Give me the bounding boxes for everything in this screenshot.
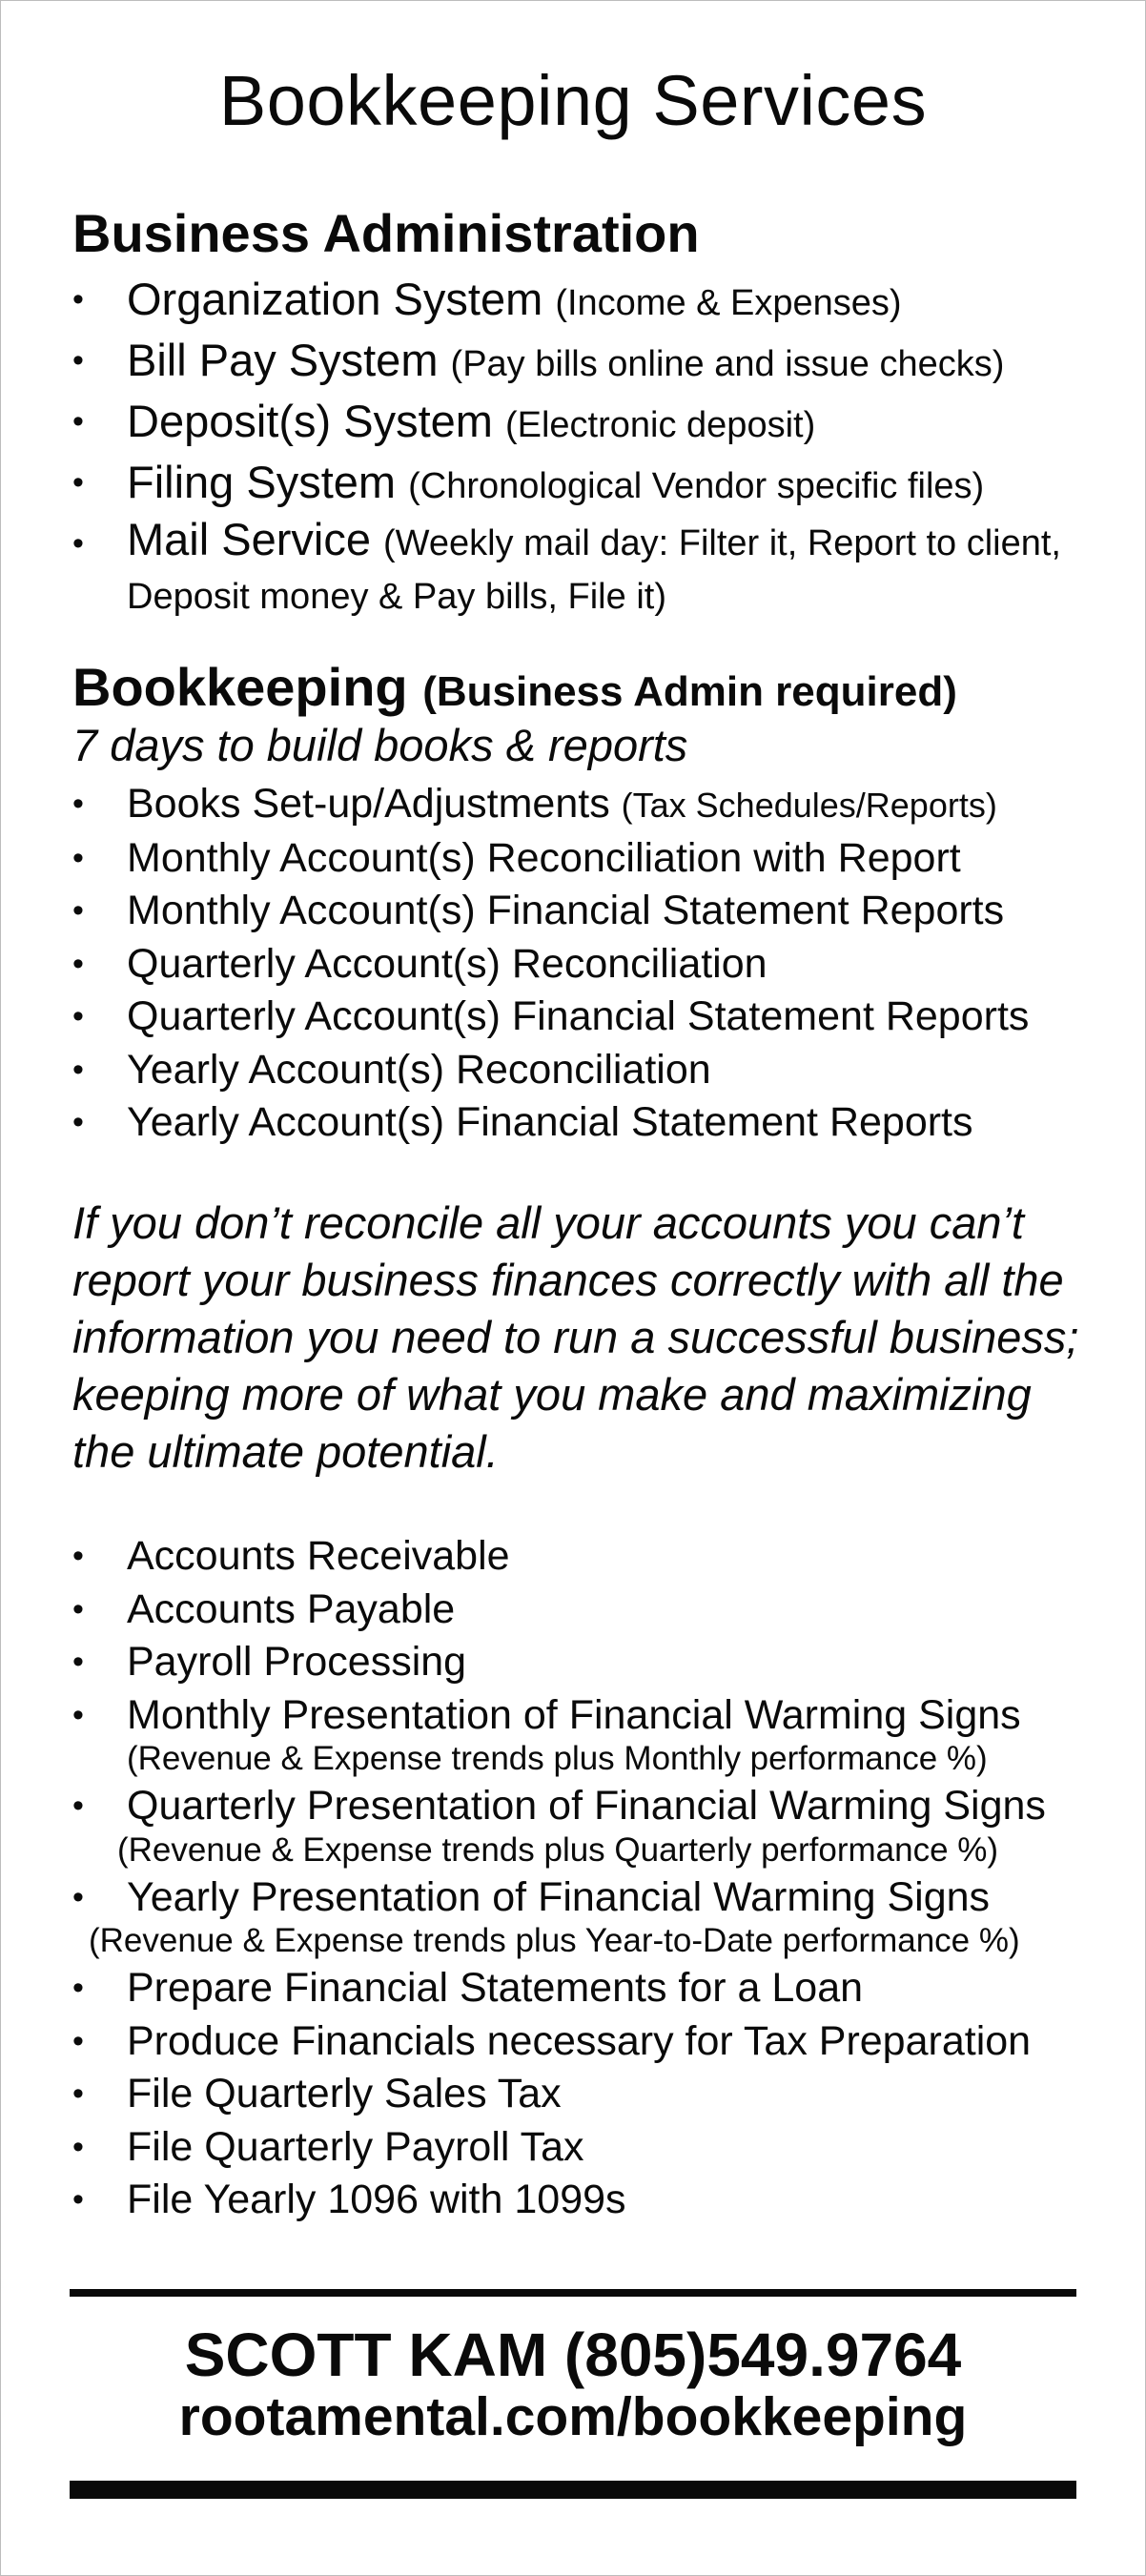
list-item: [72, 832, 1029, 886]
list-item: [72, 1636, 1046, 1689]
item-name: Produce Financials necessary for Tax Preparation: [127, 2017, 1032, 2064]
divider-top: [70, 2289, 1076, 2297]
item-name: • Monthly Presentation of Financial Warming Signs: [127, 1691, 1021, 1738]
item-name: • Quarterly Presentation of Financial Warming Signs: [127, 1783, 1046, 1829]
list-item: [72, 885, 1029, 938]
item-name: File Quarterly Sales Tax: [127, 2071, 562, 2116]
section-heading-business-admin: Business Administration: [72, 203, 700, 263]
item-name: Prepare Financial Statements for a Loan: [127, 1965, 864, 2011]
page-title: Bookkeeping Services: [218, 61, 928, 140]
business-admin-list: [72, 271, 1146, 622]
item-note: (Income & Expenses): [555, 283, 902, 323]
bookkeeping-subtitle: 7 days to build books & reports: [72, 720, 688, 770]
item-name: Monthly Account(s) Reconciliation with Report: [127, 834, 961, 881]
item-note: (Revenue & Expense trends plus Quarterly performance %): [117, 1830, 999, 1869]
item-note: (Revenue & Expense trends plus Monthly performance %): [127, 1740, 988, 1777]
item-note: (Pay bills online and issue checks): [450, 344, 1005, 384]
item-name: Bill Pay System: [127, 335, 439, 385]
item-note: (Revenue & Expense trends plus Year-to-Date performance %): [89, 1922, 1020, 1959]
list-item: [72, 1871, 1046, 1963]
item-name: Deposit(s) System: [127, 396, 493, 446]
item-name: Yearly Account(s) Reconciliation: [127, 1046, 711, 1093]
item-name: Accounts Receivable: [127, 1533, 510, 1579]
item-name: Books Set-up/Adjustments: [127, 781, 610, 827]
item-name: Payroll Processing: [127, 1639, 467, 1685]
item-note: (Chronological Vendor specific files): [408, 466, 985, 506]
contact-name-phone: SCOTT KAM (805)549.9764: [184, 2320, 962, 2389]
item-name: Accounts Payable: [127, 1585, 456, 1632]
item-name: Filing System: [127, 457, 397, 507]
list-item: [72, 393, 1146, 454]
contact-url: rootamental.com/bookkeeping: [178, 2386, 968, 2447]
list-item: [72, 271, 1146, 332]
list-item: [72, 1962, 1046, 2015]
list-item: [72, 2068, 1046, 2121]
list-item: [72, 515, 1146, 622]
item-note: (Electronic deposit): [504, 405, 816, 445]
list-item: [72, 1530, 1046, 1584]
item-note: (Tax Schedules/Reports): [621, 786, 997, 825]
list-item: [72, 332, 1146, 393]
list-item: [72, 938, 1029, 992]
list-item: [72, 1044, 1029, 1097]
section-heading-bookkeeping: [72, 657, 957, 723]
heading-requirement: (Business Admin required): [422, 668, 957, 715]
list-item: [72, 2015, 1046, 2069]
item-name: Organization System: [127, 274, 543, 324]
item-name: Quarterly Account(s) Financial Statement Reports: [127, 993, 1030, 1039]
list-item: [72, 2121, 1046, 2175]
divider-bottom: [70, 2481, 1076, 2499]
item-note: (Weekly mail day: Filter it, Report to client, Deposit money & Pay bills, File it): [127, 523, 1061, 617]
list-item: [72, 2174, 1046, 2227]
reconcile-paragraph: If you don’t reconcile all your accounts you can’t report your business finances correctly with all the information you need to run a successful business; keeping more of what you make and maximizing the ultimate potential.: [72, 1197, 1079, 1477]
list-item: [72, 991, 1029, 1044]
list-item: [72, 454, 1146, 515]
list-item: [72, 1780, 1046, 1871]
item-name: • Yearly Presentation of Financial Warming Signs: [127, 1873, 991, 1920]
item-name: File Quarterly Payroll Tax: [127, 2123, 584, 2170]
list-item: [72, 1096, 1029, 1150]
list-item: [72, 1584, 1046, 1637]
item-name: Quarterly Account(s) Reconciliation: [127, 940, 767, 987]
bookkeeping-list: [72, 778, 1029, 1150]
item-name: Monthly Account(s) Financial Statement Reports: [127, 888, 1005, 933]
item-name: File Yearly 1096 with 1099s: [127, 2177, 626, 2222]
services-list: [72, 1530, 1046, 2227]
item-name: Mail Service: [127, 514, 371, 564]
item-name: Yearly Account(s) Financial Statement Reports: [127, 1099, 973, 1145]
list-item: [72, 778, 1029, 832]
list-item: [72, 1689, 1046, 1781]
heading-text: Bookkeeping: [72, 657, 408, 717]
